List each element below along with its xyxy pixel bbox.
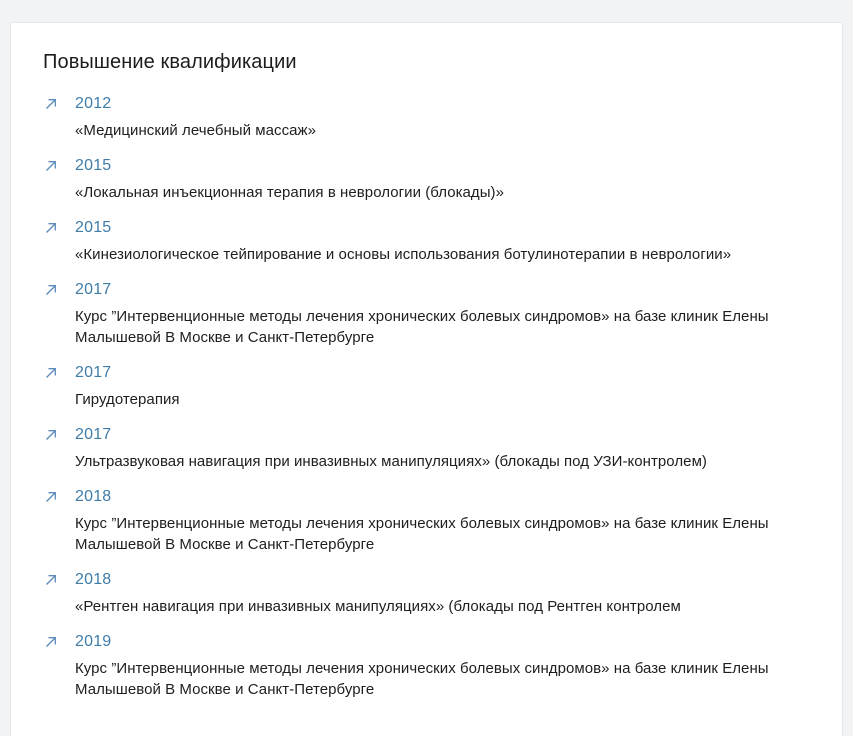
arrow-up-right-icon xyxy=(43,634,59,650)
entry-year: 2015 xyxy=(75,157,112,174)
entry-text: Курс ”Интервенционные методы лечения хронических болевых синдромов» на базе клиник Елены Малышевой В Москве и Санкт-Петербурге xyxy=(75,308,769,346)
arrow-up-right-icon xyxy=(43,96,59,112)
arrow-up-right-icon xyxy=(43,220,59,236)
qualification-card xyxy=(10,22,843,736)
entry-text: Курс ”Интервенционные методы лечения хронических болевых синдромов» на базе клиник Елены Малышевой В Москве и Санкт-Петербурге xyxy=(75,660,769,698)
list-item xyxy=(33,569,820,617)
entry-year: 2017 xyxy=(75,426,112,443)
entry-year: 2018 xyxy=(75,488,112,505)
list-item xyxy=(33,424,820,472)
list-item xyxy=(33,631,820,700)
arrow-up-right-icon xyxy=(43,572,59,588)
list-item xyxy=(33,279,820,348)
list-item xyxy=(33,486,820,555)
entry-text: Курс ”Интервенционные методы лечения хронических болевых синдромов» на базе клиник Елены Малышевой В Москве и Санкт-Петербурге xyxy=(75,515,769,553)
entry-year: 2015 xyxy=(75,219,112,236)
list-item xyxy=(33,155,820,203)
entry-text: «Локальная инъекционная терапия в неврологии (блокады)» xyxy=(75,184,504,201)
entry-year: 2017 xyxy=(75,364,112,381)
entry-text: «Кинезиологическое тейпирование и основы использования ботулинотерапии в неврологии» xyxy=(75,246,732,263)
entry-text: «Рентген навигация при инвазивных манипуляциях» (блокады под Рентген контролем xyxy=(75,598,681,615)
entry-year: 2012 xyxy=(75,95,112,112)
arrow-up-right-icon xyxy=(43,489,59,505)
list-item xyxy=(33,93,820,141)
entry-year: 2019 xyxy=(75,633,112,650)
entry-text: «Медицинский лечебный массаж» xyxy=(75,122,317,139)
entry-year: 2018 xyxy=(75,571,112,588)
entry-text: Ультразвуковая навигация при инвазивных манипуляциях» (блокады под УЗИ-контролем) xyxy=(75,453,707,470)
arrow-up-right-icon xyxy=(43,365,59,381)
arrow-up-right-icon xyxy=(43,282,59,298)
page-title: Повышение квалификации xyxy=(43,51,297,73)
arrow-up-right-icon xyxy=(43,427,59,443)
list-item xyxy=(33,217,820,265)
arrow-up-right-icon xyxy=(43,158,59,174)
entry-text: Гирудотерапия xyxy=(75,391,180,408)
list-item xyxy=(33,362,820,410)
entry-year: 2017 xyxy=(75,281,112,298)
